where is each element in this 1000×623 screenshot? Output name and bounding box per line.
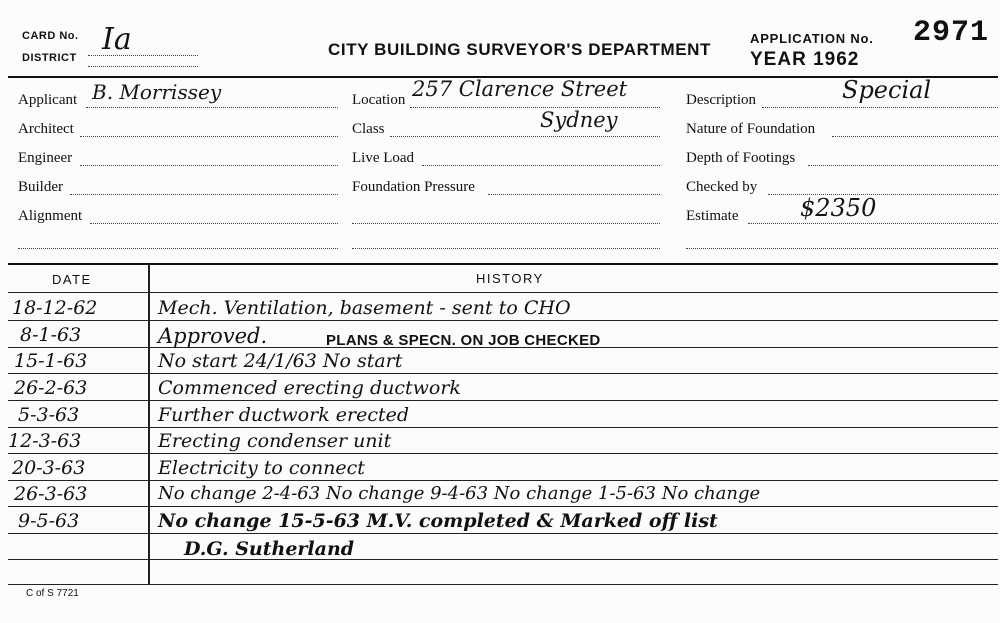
applicant-label: Applicant: [18, 92, 78, 108]
left-extra-line: [18, 248, 338, 249]
row-rule: [8, 533, 998, 534]
location-value: 257 Clarence Street: [412, 77, 628, 101]
right-extra-line: [686, 248, 998, 249]
row-history: No change 2-4-63 No change 9-4-63 No change 1-5-63 No change: [158, 483, 761, 504]
alignment-line: [90, 223, 338, 224]
department-title: CITY BUILDING SURVEYOR'S DEPARTMENT: [328, 40, 712, 59]
row-rule: [8, 480, 998, 481]
row-history: Approved.: [158, 324, 268, 348]
card-no-line: [88, 55, 198, 56]
builder-label: Builder: [18, 179, 63, 195]
row-date: 5-3-63: [18, 404, 80, 426]
row-date: 26-2-63: [14, 377, 88, 399]
district-label: DISTRICT: [22, 52, 77, 64]
applicant-value: B. Morrissey: [92, 80, 222, 104]
row-history: Mech. Ventilation, basement - sent to CHO: [158, 297, 571, 319]
estimate-label: Estimate: [686, 208, 739, 224]
row-rule: [8, 584, 998, 585]
builder-line: [70, 194, 338, 195]
row-history: No start 24/1/63 No start: [158, 350, 403, 372]
table-header-rule: [8, 292, 998, 293]
applicant-line: [86, 107, 338, 108]
row-date: 18-12-62: [12, 297, 98, 319]
middle-extra-line-1: [352, 223, 660, 224]
row-rule: [8, 373, 998, 374]
location-label: Location: [352, 92, 406, 108]
description-value: Special: [842, 76, 932, 104]
table-top-rule: [8, 263, 998, 265]
description-label: Description: [686, 92, 756, 108]
row-rule: [8, 427, 998, 428]
card-no-value: Ia: [102, 22, 132, 57]
card-no-label: CARD No.: [22, 30, 79, 42]
table-column-divider: [148, 264, 150, 584]
engineer-label: Engineer: [18, 150, 73, 166]
district-line: [88, 66, 198, 67]
architect-line: [80, 136, 338, 137]
row-date: 9-5-63: [18, 510, 80, 532]
history-header: HISTORY: [476, 271, 544, 286]
live-load-line: [422, 165, 660, 166]
row-rule: [8, 506, 998, 507]
architect-label: Architect: [18, 121, 74, 137]
row-date: 12-3-63: [8, 430, 82, 452]
form-number: C of S 7721: [26, 588, 79, 599]
row-rule: [8, 453, 998, 454]
engineer-line: [80, 165, 338, 166]
depth-label: Depth of Footings: [686, 150, 796, 166]
alignment-label: Alignment: [18, 208, 83, 224]
row-history: Commenced erecting ductwork: [158, 377, 461, 399]
row-date: 8-1-63: [20, 324, 82, 346]
row-date: 15-1-63: [14, 350, 88, 372]
row-history: No change 15-5-63 M.V. completed & Marked off list: [158, 510, 718, 532]
foundation-pressure-line: [488, 194, 660, 195]
nature-line: [832, 136, 998, 137]
class-line: [390, 136, 660, 137]
row-history: Further ductwork erected: [158, 404, 410, 426]
row-rule: [8, 400, 998, 401]
row-date: 26-3-63: [14, 483, 88, 505]
class-label: Class: [352, 121, 385, 137]
application-number: 2971: [913, 16, 990, 50]
live-load-label: Live Load: [352, 150, 415, 166]
year-label: YEAR 1962: [750, 49, 860, 70]
row-history: Erecting condenser unit: [158, 430, 392, 452]
description-line: [762, 107, 998, 108]
application-label: APPLICATION No.: [750, 31, 874, 46]
estimate-value: $2350: [800, 194, 877, 222]
plans-checked-stamp: PLANS & SPECN. ON JOB CHECKED: [326, 332, 601, 349]
estimate-line: [748, 223, 998, 224]
date-header: DATE: [52, 272, 92, 287]
location-line: [410, 107, 660, 108]
middle-extra-line-2: [352, 248, 660, 249]
row-rule: [8, 559, 998, 560]
row-history: Electricity to connect: [158, 457, 365, 479]
row-date: 20-3-63: [12, 457, 86, 479]
foundation-pressure-label: Foundation Pressure: [352, 179, 475, 195]
signature: D.G. Sutherland: [184, 538, 355, 560]
class-value: Sydney: [540, 108, 618, 132]
depth-line: [808, 165, 998, 166]
nature-label: Nature of Foundation: [686, 121, 816, 137]
checked-label: Checked by: [686, 179, 758, 195]
row-rule: [8, 320, 998, 321]
